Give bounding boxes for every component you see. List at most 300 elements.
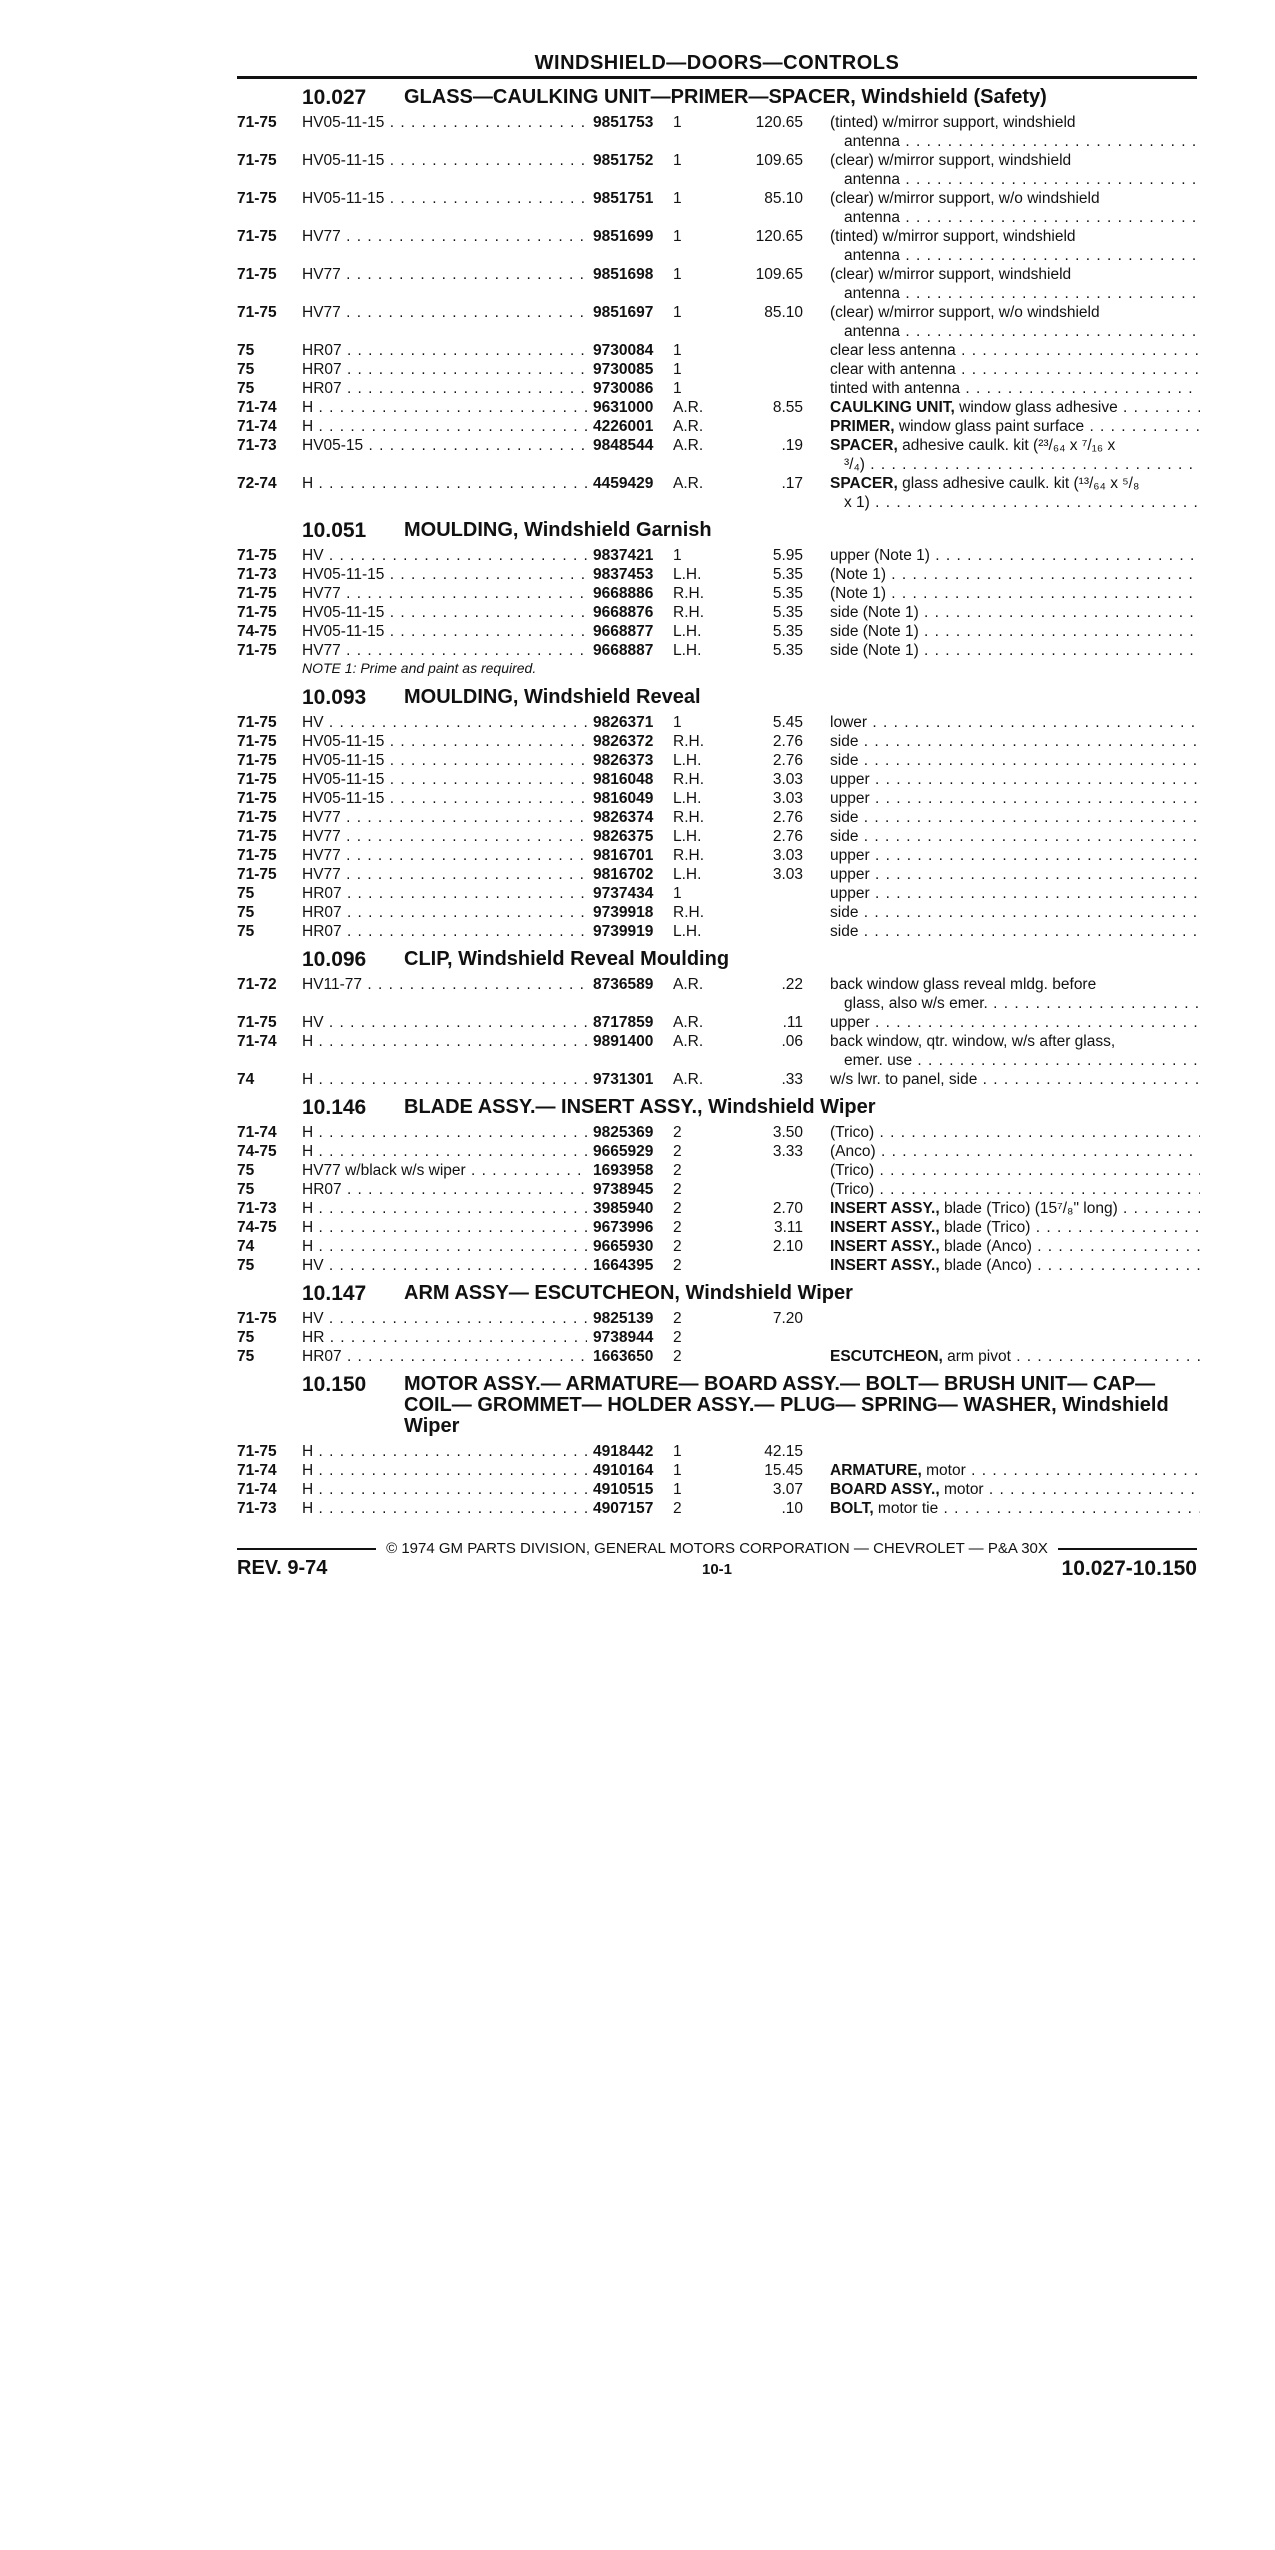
- description-line: [830, 303, 1200, 322]
- model-years: 71-75: [237, 752, 277, 769]
- model-years: 75: [237, 361, 255, 378]
- description-item-name: INSERT ASSY.,: [830, 1219, 940, 1236]
- price: .11: [782, 1014, 803, 1031]
- part-row: [237, 1499, 1197, 1518]
- sections-container: [237, 87, 1197, 1518]
- part-number: 9826373: [593, 752, 654, 769]
- description-continuation: antenna . . .: [830, 208, 1200, 227]
- price: 3.11: [773, 1219, 803, 1236]
- model-years: 71-73: [237, 437, 277, 454]
- description-line: [830, 565, 1200, 584]
- model-code: HV77 . . .: [302, 846, 587, 865]
- part-number: 9826375: [593, 828, 654, 845]
- price: 5.35: [772, 604, 803, 621]
- price: 109.65: [755, 152, 803, 169]
- price: 7.20: [772, 1310, 803, 1327]
- part-number: 9665929: [593, 1143, 654, 1160]
- description-line: [830, 1256, 1200, 1275]
- model-code: HV77 . . .: [302, 303, 587, 322]
- description-line: [830, 436, 1200, 455]
- part-row: [237, 584, 1197, 603]
- part-description: [830, 1070, 1200, 1089]
- description-text: tinted with antenna: [830, 380, 961, 397]
- section-number: 10.146: [302, 1096, 367, 1119]
- model-years: 71-74: [237, 418, 277, 435]
- quantity: 2: [673, 1348, 682, 1365]
- model-years: 74-75: [237, 623, 277, 640]
- price: 2.76: [772, 809, 803, 826]
- description-line: [830, 1070, 1200, 1089]
- part-number: 9816701: [593, 847, 654, 864]
- quantity: A.R.: [673, 437, 704, 454]
- part-number: 9826371: [593, 714, 654, 731]
- quantity: 1: [673, 114, 682, 131]
- part-number: 9851697: [593, 304, 654, 321]
- part-number: 9665930: [593, 1238, 654, 1255]
- section-number: 10.150: [302, 1373, 367, 1396]
- price: 3.07: [772, 1481, 803, 1498]
- part-row: [237, 1442, 1197, 1461]
- model-years: 75: [237, 1329, 255, 1346]
- description-continuation: antenna . . .: [830, 246, 1200, 265]
- model-code: HV05-11-15 . . .: [302, 732, 587, 751]
- part-number: 9851699: [593, 228, 654, 245]
- description-line: [830, 1123, 1200, 1142]
- quantity: R.H.: [673, 904, 704, 921]
- part-description: [830, 113, 1200, 151]
- part-description: [830, 1161, 1200, 1180]
- part-number: 9851698: [593, 266, 654, 283]
- description-line: [830, 1499, 1200, 1518]
- description-text: side: [830, 752, 859, 769]
- description-continuation: emer. use . . .: [830, 1051, 1200, 1070]
- description-line: [830, 770, 1200, 789]
- model-code: H . . .: [302, 398, 587, 417]
- section-number: 10.096: [302, 948, 367, 971]
- quantity: L.H.: [673, 566, 702, 583]
- price: 5.35: [772, 642, 803, 659]
- part-number: 9631000: [593, 399, 654, 416]
- quantity: L.H.: [673, 828, 702, 845]
- part-number: 9739918: [593, 904, 654, 921]
- description-text: (Trico): [830, 1124, 875, 1141]
- model-code: HR07 . . .: [302, 1180, 587, 1199]
- model-code: HV05-15 . . .: [302, 436, 587, 455]
- description-line: [830, 546, 1200, 565]
- description-text: window glass adhesive: [954, 399, 1118, 416]
- part-row: [237, 398, 1197, 417]
- quantity: A.R.: [673, 475, 704, 492]
- part-row: [237, 417, 1197, 436]
- part-number: 9668886: [593, 585, 654, 602]
- quantity: 2: [673, 1143, 682, 1160]
- description-line: [830, 360, 1200, 379]
- part-number: 4918442: [593, 1443, 654, 1460]
- part-description: [830, 303, 1200, 341]
- quantity: 1: [673, 361, 682, 378]
- description-line: [830, 1161, 1200, 1180]
- model-years: 71-75: [237, 547, 277, 564]
- quantity: 2: [673, 1219, 682, 1236]
- model-years: 71-74: [237, 399, 277, 416]
- part-row: [237, 565, 1197, 584]
- description-line: [830, 398, 1200, 417]
- quantity: L.H.: [673, 752, 702, 769]
- model-years: 71-75: [237, 266, 277, 283]
- quantity: 1: [673, 152, 682, 169]
- part-row: [237, 227, 1197, 265]
- part-row: [237, 1032, 1197, 1070]
- part-description: [830, 1218, 1200, 1237]
- section-number: 10.051: [302, 519, 367, 542]
- description-continuation: antenna . . .: [830, 284, 1200, 303]
- description-line: [830, 789, 1200, 808]
- model-years: 71-75: [237, 642, 277, 659]
- model-code: H . . .: [302, 1499, 587, 1518]
- description-text: blade (Trico) (15⁷/₈" long): [939, 1200, 1118, 1217]
- description-line: [830, 808, 1200, 827]
- model-years: 75: [237, 342, 255, 359]
- model-code: HV05-11-15 . . .: [302, 751, 587, 770]
- model-years: 71-75: [237, 847, 277, 864]
- model-code: HV . . .: [302, 1256, 587, 1275]
- footer-rule-left: [237, 1548, 376, 1550]
- part-row: [237, 1256, 1197, 1275]
- model-code: H . . .: [302, 1123, 587, 1142]
- part-description: [830, 865, 1200, 884]
- part-row: [237, 474, 1197, 512]
- description-text: side: [830, 809, 859, 826]
- description-text: (clear) w/mirror support, w/o windshield: [830, 304, 1100, 321]
- section-title: [237, 1097, 1197, 1118]
- model-code: HR07 . . .: [302, 884, 587, 903]
- part-number: 9816048: [593, 771, 654, 788]
- model-code: HV . . .: [302, 1309, 587, 1328]
- section-note: NOTE 1: Prime and paint as required.: [302, 660, 537, 676]
- quantity: 2: [673, 1257, 682, 1274]
- price: 5.35: [772, 585, 803, 602]
- model-years: 71-75: [237, 1014, 277, 1031]
- description-text: blade (Anco): [939, 1238, 1032, 1255]
- model-code: HR07 . . .: [302, 903, 587, 922]
- section-heading: MOULDING, Windshield Garnish: [404, 519, 712, 541]
- part-row: [237, 641, 1197, 660]
- part-description: [830, 1199, 1200, 1218]
- description-text: clear with antenna: [830, 361, 956, 378]
- description-text: upper: [830, 771, 870, 788]
- description-line: [830, 1032, 1200, 1051]
- description-continuation: antenna . . .: [830, 170, 1200, 189]
- quantity: R.H.: [673, 771, 704, 788]
- quantity: 1: [673, 342, 682, 359]
- part-description: [830, 265, 1200, 303]
- description-continuation: antenna . . .: [830, 132, 1200, 151]
- part-row: [237, 341, 1197, 360]
- description-line: [830, 1142, 1200, 1161]
- description-text: upper: [830, 866, 870, 883]
- description-text: w/s lwr. to panel, side: [830, 1071, 978, 1088]
- section-title: [237, 1374, 1197, 1437]
- description-item-name: INSERT ASSY.,: [830, 1200, 940, 1217]
- description-item-name: BOLT,: [830, 1500, 874, 1517]
- part-row: [237, 884, 1197, 903]
- description-text: (clear) w/mirror support, windshield: [830, 266, 1072, 283]
- quantity: A.R.: [673, 976, 704, 993]
- quantity: 2: [673, 1124, 682, 1141]
- part-number: 4226001: [593, 418, 654, 435]
- quantity: 1: [673, 266, 682, 283]
- part-description: [830, 1123, 1200, 1142]
- price: .10: [781, 1500, 803, 1517]
- section-title: [237, 520, 1197, 541]
- quantity: 1: [673, 714, 682, 731]
- model-years: 71-73: [237, 1200, 277, 1217]
- model-code: H . . .: [302, 1032, 587, 1051]
- part-row: [237, 360, 1197, 379]
- price: 120.65: [755, 114, 803, 131]
- part-description: [830, 227, 1200, 265]
- description-line: [830, 1180, 1200, 1199]
- part-row: [237, 1199, 1197, 1218]
- part-number: 9738945: [593, 1181, 654, 1198]
- description-text: (tinted) w/mirror support, windshield: [830, 114, 1076, 131]
- part-number: 3985940: [593, 1200, 654, 1217]
- part-number: 9737434: [593, 885, 654, 902]
- description-continuation: antenna . . .: [830, 322, 1200, 341]
- part-number: 9825369: [593, 1124, 654, 1141]
- model-code: HV . . .: [302, 1013, 587, 1032]
- price: 2.76: [772, 733, 803, 750]
- part-row: [237, 922, 1197, 941]
- model-years: 71-75: [237, 828, 277, 845]
- part-row: [237, 827, 1197, 846]
- description-line: [830, 827, 1200, 846]
- quantity: L.H.: [673, 642, 702, 659]
- section-title: [237, 87, 1197, 108]
- part-description: [830, 846, 1200, 865]
- description-text: arm pivot: [942, 1348, 1011, 1365]
- part-number: 9837421: [593, 547, 654, 564]
- price: 2.76: [772, 752, 803, 769]
- model-years: 71-75: [237, 604, 277, 621]
- part-description: [830, 1032, 1200, 1070]
- model-code: H . . .: [302, 1070, 587, 1089]
- part-description: [830, 751, 1200, 770]
- model-code: HV . . .: [302, 546, 587, 565]
- description-continuation: x 1) . . .: [830, 493, 1200, 512]
- part-description: [830, 1461, 1200, 1480]
- price: 85.10: [764, 304, 803, 321]
- part-row: [237, 789, 1197, 808]
- part-description: [830, 584, 1200, 603]
- part-number: 9891400: [593, 1033, 654, 1050]
- description-text: (clear) w/mirror support, windshield: [830, 152, 1072, 169]
- part-row: [237, 770, 1197, 789]
- part-description: [830, 732, 1200, 751]
- description-line: [830, 903, 1200, 922]
- part-row: [237, 751, 1197, 770]
- quantity: 1: [673, 1443, 682, 1460]
- part-description: [830, 379, 1200, 398]
- part-row: [237, 1347, 1197, 1366]
- model-code: H . . .: [302, 474, 587, 493]
- description-text: side: [830, 733, 859, 750]
- section-title: [237, 949, 1197, 970]
- part-number: 4910164: [593, 1462, 654, 1479]
- part-number: 9730086: [593, 380, 654, 397]
- model-years: 75: [237, 923, 255, 940]
- part-number: 1664395: [593, 1257, 654, 1274]
- part-number: 8736589: [593, 976, 654, 993]
- description-line: [830, 1218, 1200, 1237]
- quantity: 2: [673, 1500, 682, 1517]
- model-code: HV05-11-15 . . .: [302, 113, 587, 132]
- model-years: 71-74: [237, 1124, 277, 1141]
- catalog-page: [237, 52, 1197, 1581]
- part-description: [830, 151, 1200, 189]
- description-item-name: SPACER,: [830, 437, 898, 454]
- part-description: [830, 474, 1200, 512]
- part-description: [830, 1480, 1200, 1499]
- part-row: [237, 113, 1197, 151]
- description-item-name: PRIMER,: [830, 418, 895, 435]
- part-description: [830, 884, 1200, 903]
- description-line: [830, 1347, 1200, 1366]
- model-years: 71-75: [237, 771, 277, 788]
- price: 42.15: [764, 1443, 803, 1460]
- quantity: A.R.: [673, 1033, 704, 1050]
- model-years: 71-75: [237, 1310, 277, 1327]
- quantity: 2: [673, 1162, 682, 1179]
- description-item-name: ARMATURE,: [830, 1462, 922, 1479]
- part-row: [237, 603, 1197, 622]
- quantity: R.H.: [673, 847, 704, 864]
- description-continuation: ³/₄) . . .: [830, 455, 1200, 474]
- part-row: [237, 622, 1197, 641]
- part-number: 9668877: [593, 623, 654, 640]
- price: 85.10: [764, 190, 803, 207]
- part-description: [830, 1237, 1200, 1256]
- footer-rule-right: [1058, 1548, 1197, 1550]
- model-code: H . . .: [302, 1480, 587, 1499]
- description-text: motor: [939, 1481, 984, 1498]
- model-code: HV05-11-15 . . .: [302, 603, 587, 622]
- section-title: [237, 687, 1197, 708]
- model-years: 75: [237, 1348, 255, 1365]
- price: 109.65: [755, 266, 803, 283]
- model-code: HR07 . . .: [302, 379, 587, 398]
- price: 2.70: [772, 1200, 803, 1217]
- description-line: [830, 1237, 1200, 1256]
- part-description: [830, 603, 1200, 622]
- model-years: 71-75: [237, 1443, 277, 1460]
- description-item-name: BOARD ASSY.,: [830, 1481, 940, 1498]
- description-text: (Note 1): [830, 585, 886, 602]
- footer-copyright-line: [237, 1540, 1197, 1557]
- description-text: blade (Anco): [939, 1257, 1032, 1274]
- model-code: HV77 w/black w/s wiper . . .: [302, 1161, 587, 1180]
- model-code: HV77 . . .: [302, 865, 587, 884]
- section-heading: MOULDING, Windshield Reveal: [404, 686, 701, 708]
- model-years: 74: [237, 1238, 255, 1255]
- description-text: side (Note 1): [830, 642, 919, 659]
- description-line: [830, 865, 1200, 884]
- quantity: 1: [673, 190, 682, 207]
- price: 3.50: [772, 1124, 803, 1141]
- part-description: [830, 827, 1200, 846]
- model-code: H . . .: [302, 1218, 587, 1237]
- part-number: 9738944: [593, 1329, 654, 1346]
- model-code: H . . .: [302, 417, 587, 436]
- part-number: 9668887: [593, 642, 654, 659]
- model-years: 75: [237, 1162, 255, 1179]
- part-description: [830, 546, 1200, 565]
- model-years: 71-75: [237, 790, 277, 807]
- description-text: upper: [830, 1014, 870, 1031]
- model-code: HR07 . . .: [302, 341, 587, 360]
- description-line: [830, 189, 1200, 208]
- description-text: side: [830, 923, 859, 940]
- part-number: 9730084: [593, 342, 654, 359]
- description-item-name: INSERT ASSY.,: [830, 1238, 940, 1255]
- model-years: 71-74: [237, 1033, 277, 1050]
- description-text: back window glass reveal mldg. before: [830, 976, 1097, 993]
- model-years: 75: [237, 1257, 255, 1274]
- part-row: [237, 1309, 1197, 1328]
- part-row: [237, 903, 1197, 922]
- description-text: (Trico): [830, 1181, 875, 1198]
- price: 5.45: [772, 714, 803, 731]
- model-code: HV . . .: [302, 713, 587, 732]
- description-item-name: SPACER,: [830, 475, 898, 492]
- description-line: [830, 622, 1200, 641]
- quantity: 1: [673, 304, 682, 321]
- part-description: [830, 1142, 1200, 1161]
- model-code: HV77 . . .: [302, 808, 587, 827]
- part-row: [237, 975, 1197, 1013]
- part-description: [830, 1256, 1200, 1275]
- description-line: [830, 713, 1200, 732]
- description-text: side (Note 1): [830, 604, 919, 621]
- model-code: HV05-11-15 . . .: [302, 789, 587, 808]
- description-line: [830, 341, 1200, 360]
- part-description: [830, 436, 1200, 474]
- part-row: [237, 546, 1197, 565]
- quantity: R.H.: [673, 809, 704, 826]
- model-years: 71-74: [237, 1462, 277, 1479]
- description-text: side (Note 1): [830, 623, 919, 640]
- model-code: HV77 . . .: [302, 227, 587, 246]
- part-number: 9851751: [593, 190, 654, 207]
- description-text: upper (Note 1): [830, 547, 930, 564]
- part-row: [237, 379, 1197, 398]
- part-row: [237, 865, 1197, 884]
- part-row: [237, 265, 1197, 303]
- description-line: [830, 227, 1200, 246]
- part-number: 9825139: [593, 1310, 654, 1327]
- part-description: [830, 622, 1200, 641]
- section-heading: CLIP, Windshield Reveal Moulding: [404, 948, 730, 970]
- model-code: HV05-11-15 . . .: [302, 151, 587, 170]
- part-number: 9826372: [593, 733, 654, 750]
- description-line: [830, 603, 1200, 622]
- quantity: A.R.: [673, 418, 704, 435]
- description-item-name: CAULKING UNIT,: [830, 399, 955, 416]
- price: 5.35: [772, 623, 803, 640]
- quantity: 1: [673, 380, 682, 397]
- model-code: HV05-11-15 . . .: [302, 770, 587, 789]
- quantity: 1: [673, 547, 682, 564]
